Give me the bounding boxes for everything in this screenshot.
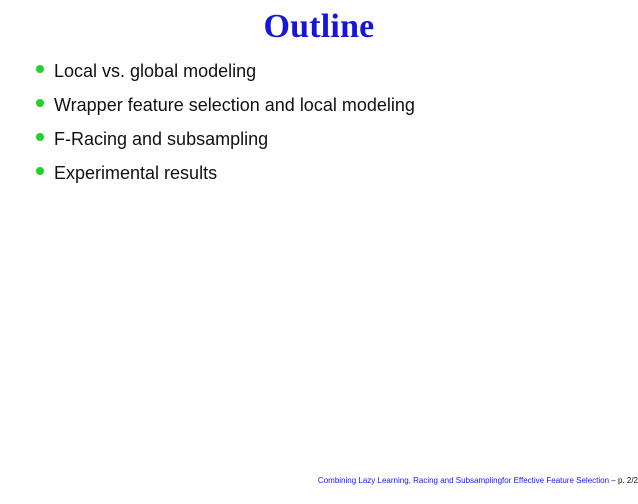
outline-item [0,88,638,122]
outline-item-text: Experimental results [54,162,218,183]
slide-footer [0,476,638,486]
bullet-icon [36,99,44,107]
presentation-title-link[interactable]: Combining Lazy Learning, Racing and Subsamplingfor Effective Feature Selection [317,476,610,485]
outline-list [0,54,638,190]
footer-separator: – [611,476,616,485]
outline-item-text: Wrapper feature selection and local modeling [54,94,415,115]
outline-item [0,156,638,190]
bullet-icon [36,133,44,141]
outline-item-text: Local vs. global modeling [54,60,257,81]
outline-item [0,54,638,88]
outline-item-text: F-Racing and subsampling [54,128,269,149]
slide-title: Outline [263,8,375,45]
page-indicator: p. 2/2 [617,476,638,485]
bullet-icon [36,65,44,73]
bullet-icon [36,167,44,175]
outline-item [0,122,638,156]
